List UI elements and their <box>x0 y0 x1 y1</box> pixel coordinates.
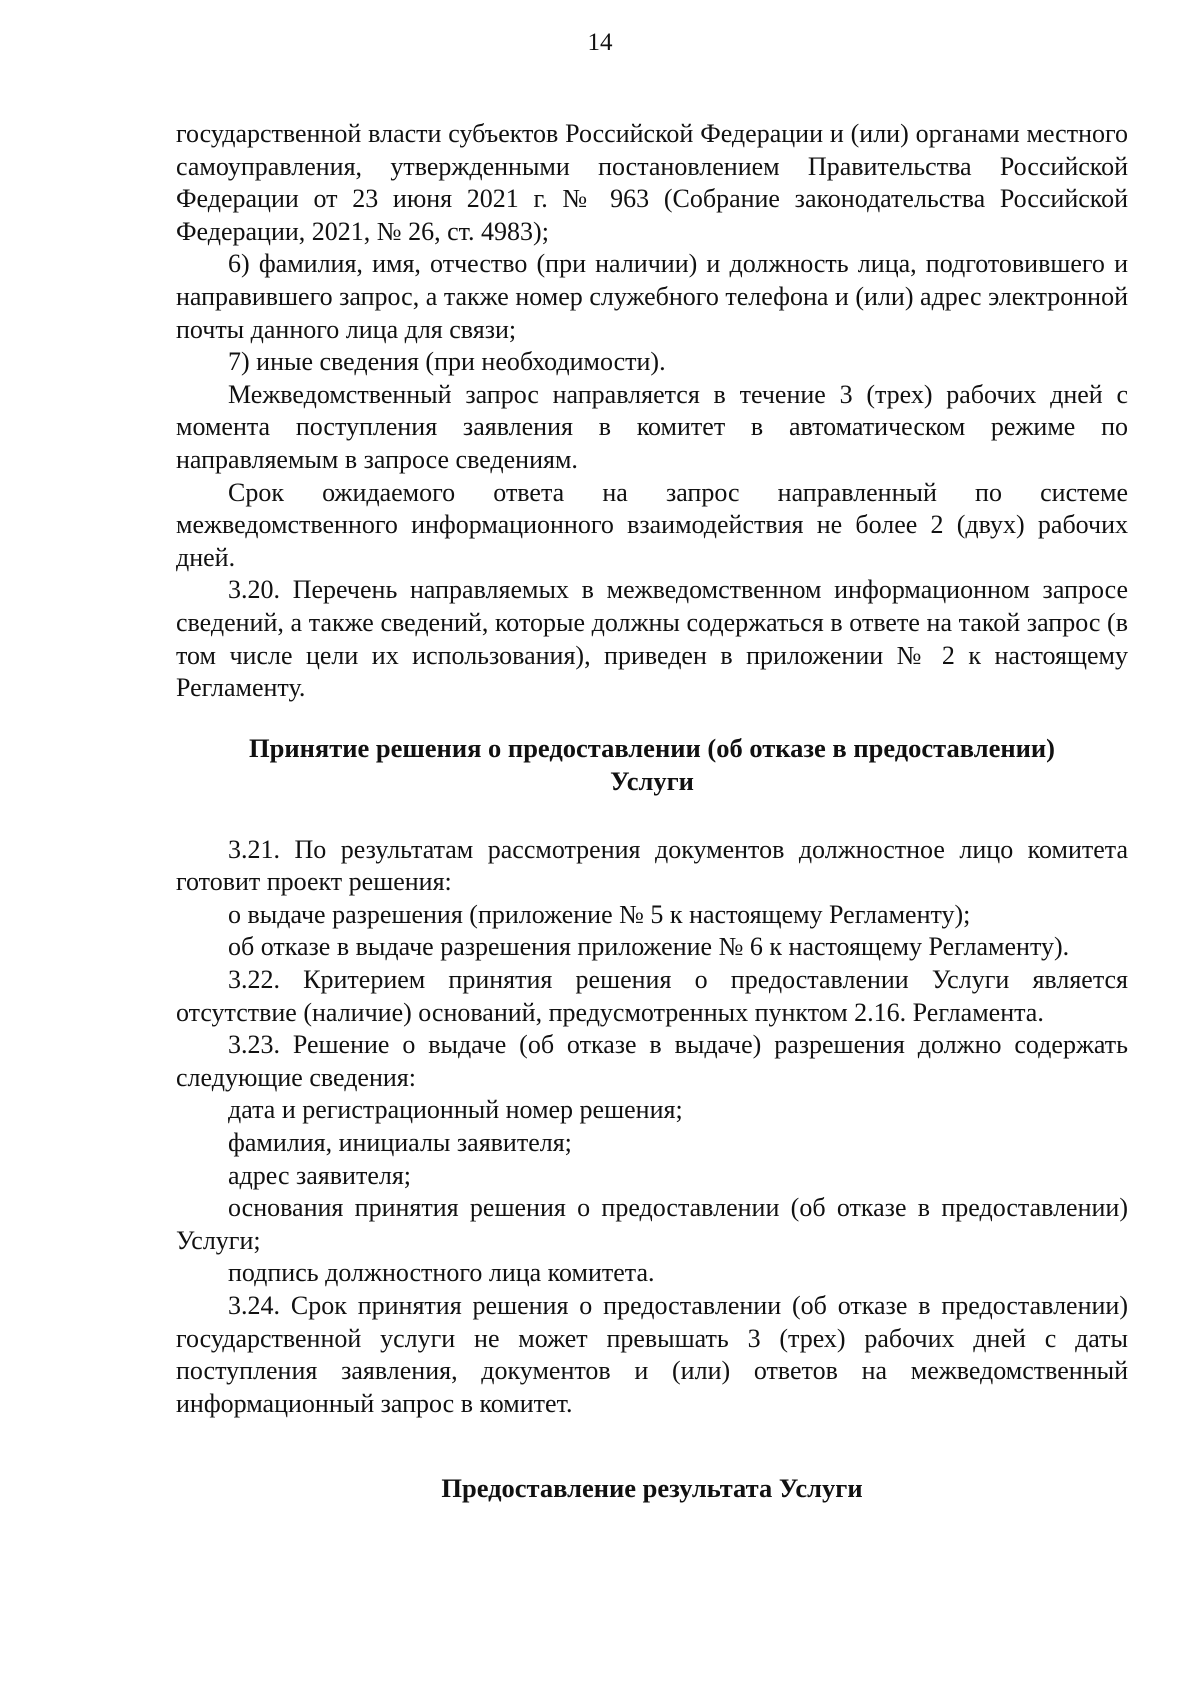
section-heading-result: Предоставление результата Услуги <box>441 1473 863 1504</box>
section-heading-decision-line-1: Принятие решения о предоставлении (об отказе в предоставлении) <box>249 732 1055 763</box>
paragraph: 3.20. Перечень направляемых в межведомственном информационном запросе сведений, а также сведений, которые должны содержаться в ответе на такой запрос (в том числе цели их использования), приведен в приложении № 2 к настоящему Регламенту. <box>176 575 1128 703</box>
paragraph: о выдаче разрешения (приложение № 5 к настоящему Регламенту); <box>228 899 971 929</box>
paragraph: 3.21. По результатам рассмотрения документов должностное лицо комитета готовит проект решения: <box>176 834 1128 897</box>
paragraph: Срок ожидаемого ответа на запрос направленный по системе межведомственного информационного взаимодействия не более 2 (двух) рабочих дней. <box>176 477 1128 572</box>
paragraph: подпись должностного лица комитета. <box>228 1258 655 1288</box>
page-number: 14 <box>587 29 613 56</box>
paragraph: 3.24. Срок принятия решения о предоставлении (об отказе в предоставлении) государственной услуги не может превышать 3 (трех) рабочих дней с даты поступления заявления, документов и (или) ответов на межведомственный информационный запрос в комитет. <box>176 1291 1128 1418</box>
paragraph: государственной власти субъектов Российской Федерации и (или) органами местного самоуправления, утвержденными постановлением Правительства Российской Федерации от 23 июня 2021 г. № 963 (Собрание законодательства Российской Федерации, 2021, № 26, ст. 4983); <box>176 119 1128 246</box>
paragraph: основания принятия решения о предоставлении (об отказе в предоставлении) Услуги; <box>176 1193 1128 1255</box>
paragraph: 3.23. Решение о выдаче (об отказе в выдаче) разрешения должно содержать следующие сведения: <box>176 1030 1128 1092</box>
paragraph: об отказе в выдаче разрешения приложение № 6 к настоящему Регламенту). <box>228 932 1070 962</box>
paragraph: 3.22. Критерием принятия решения о предоставлении Услуги является отсутствие (наличие) оснований, предусмотренных пунктом 2.16. Регламента. <box>176 965 1128 1027</box>
paragraph: 6) фамилия, имя, отчество (при наличии) и должность лица, подготовившего и направившего запрос, а также номер служебного телефона и (или) адрес электронной почты данного лица для связи; <box>176 249 1128 344</box>
paragraph: Межведомственный запрос направляется в течение 3 (трех) рабочих дней с момента поступления заявления в комитет в автоматическом режиме по направляемым в запросе сведениям. <box>176 379 1128 474</box>
paragraph-block-middle <box>176 834 1128 1421</box>
paragraph: дата и регистрационный номер решения; <box>228 1095 683 1125</box>
paragraph: фамилия, инициалы заявителя; <box>228 1128 572 1158</box>
section-heading-decision <box>176 732 1128 798</box>
section-heading-decision-line-2: Услуги <box>610 765 694 796</box>
paragraph: адрес заявителя; <box>228 1160 412 1190</box>
document-body <box>176 118 1128 1505</box>
paragraph-block-top <box>176 118 1128 705</box>
paragraph: 7) иные сведения (при необходимости). <box>228 347 666 377</box>
